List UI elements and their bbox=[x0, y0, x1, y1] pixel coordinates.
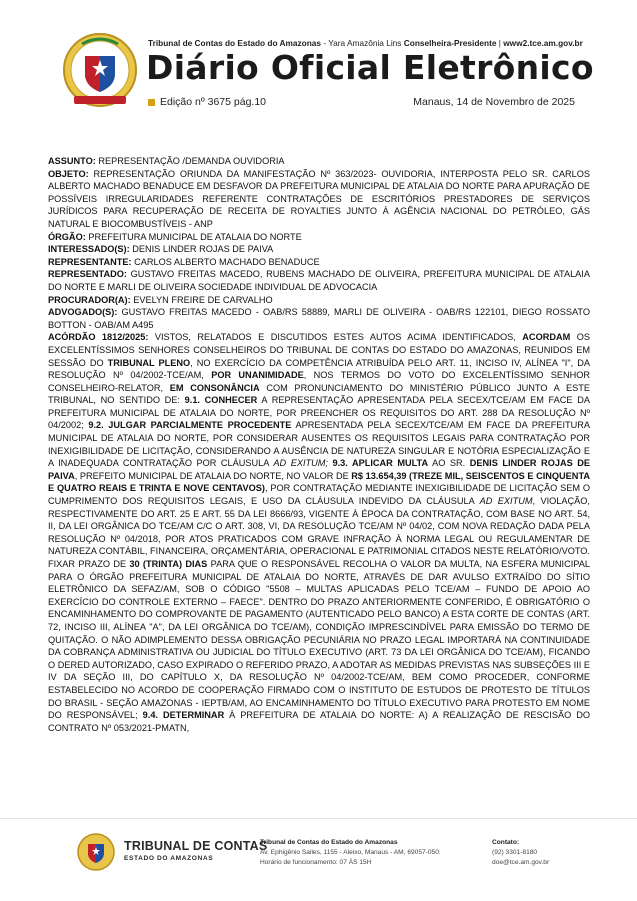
footer-brand bbox=[124, 839, 267, 862]
page-title: Diário Oficial Eletrônico bbox=[146, 48, 594, 87]
advogados-paragraph: ADVOGADO(S): GUSTAVO FREITAS MACEDO - OAB/RS 58889, MARLI DE OLIVEIRA - OAB/RS 122101, DIEGO ROSSATO BOTTON - OAB/AM A495 bbox=[48, 307, 590, 330]
footer-address: Av. Ephigênio Salles, 1155 - Aleixo, Manaus - AM, 69057-050. bbox=[260, 849, 441, 856]
orgao-line: ÓRGÃO: PREFEITURA MUNICIPAL DE ATALAIA DO NORTE bbox=[48, 231, 302, 242]
acordao-paragraph: ACÓRDÃO 1812/2025: VISTOS, RELATADOS E DISCUTIDOS ESTES AUTOS ACIMA IDENTIFICADOS, ACORDAM OS EXCELENTÍSSIMOS SENHORES CONSELHEIROS DO TRIBUNAL DE CONTAS DO ESTADO DO AMAZONAS, REUNIDOS EM SESSÃO DO TRIBUNAL PLENO, NO EXERCÍCIO DA COMPETÊNCIA ATRIBUÍDA PELO ART. 11, INCISO IV, ALÍNEA "I", DA RESOLUÇÃO Nº 04/2002-TCE/AM, POR UNANIMIDADE, NOS TERMOS DO VOTO DO EXCELENTÍSSIMO SENHOR CONSELHEIRO-RELATOR, EM CONSONÂNCIA COM PRONUNCIAMENTO DO MINISTÉRIO PÚBLICO JUNTO A ESTE TRIBUNAL, NO SENTIDO DE: 9.1. CONHECER A REPRESENTAÇÃO APRESENTADA PELA SECEX/TCE/AM EM FACE DA PREFEITURA MUNICIPAL DE ATALAIA DO NORTE, POR PREENCHER OS REQUISITOS DO ART. 288 DA RESOLUÇÃO Nº 04/2002; 9.2. JULGAR PARCIALMENTE PROCEDENTE APRESENTADA PELA SECEX/TCE/AM EM FACE DA PREFEITURA MUNICIPAL DE ATALAIA DO NORTE, POR CONSIDERAR AUSENTES OS REQUISITOS LEGAIS PARA CONTRATAÇÃO POR INEXIGIBILIDADE DE LICITAÇÃO, CONSIDERANDO A AUSÊNCIA DE NATUREZA SINGULAR E NOTÓRIA ESPECIALIZAÇÃO E A INADEQUADA CONTRATAÇÃO POR CLÁUSULA AD EXITUM; 9.3. APLICAR MULTA AO SR. DENIS LINDER ROJAS DE PAIVA, PREFEITO MUNICIPAL DE ATALAIA DO NORTE, NO VALOR DE R$ 13.654,39 (TREZE MIL, SEISCENTOS E CINQUENTA E QUATRO REAIS E TRINTA E NOVE CENTAVOS), POR CONTRATAÇÃO MEDIANTE INEXIGIBILIDADE DE LICITAÇÃO SEM O CUMPRIMENTO DOS REQUISITOS LEGAIS, E USO DA CLÁUSULA INDEVIDO DA CLÁUSULA AD EXITUM, VIOLAÇÃO, RESPECTIVAMENTE DO ART. 25 E ART. 55 DA LEI 8666/93, VIGENTE À ÉPOCA DA CONTRATAÇÃO, COM BASE NO ART. 54, II, DA LEI ORGÂNICA DO TCE/AM C/C O ART. 308, VI, DA RESOLUÇÃO TCE/AM Nº 04/02, COM NOVA REDAÇÃO DADA PELA RESOLUÇÃO Nº 04/2018, POR ATOS PRATICADOS COM GRAVE INFRAÇÃO À NORMA LEGAL OU REGULAMENTAR DE NATUREZA CONTÁBIL, FINANCEIRA, ORÇAMENTÁRIA, OPERACIONAL E PATRIMONIAL CITADOS NESTE RELATÓRIO/VOTO. FIXAR PRAZO DE 30 (TRINTA) DIAS PARA QUE O RESPONSÁVEL RECOLHA O VALOR DA MULTA, NA ESFERA MUNICIPAL PARA O ÓRGÃO PREFEITURA MUNICIPAL DE ATALAIA DO NORTE, ATRAVÉS DE DAR AVULSO EXTRAÍDO DO SÍTIO ELETRÔNICO DA SEFAZ/AM, SOB O CÓDIGO "5508 – MULTAS APLICADAS PELO TCE/AM – FUNDO DE APOIO AO EXERCÍCIO DO CONTROLE EXTERNO – FAECE". DENTRO DO PRAZO ANTERIORMENTE CONFERIDO, É OBRIGATÓRIO O ENCAMINHAMENTO DO COMPROVANTE DE PAGAMENTO (AUTENTICADO PELO BANCO) A ESTA CORTE DE CONTAS (ART. 72, INCISO III, ALÍNEA "A", DA LEI ORGÂNICA DO TCE/AM), CONDIÇÃO IMPRESCINDÍVEL PARA EMISSÃO DO TERMO DE QUITAÇÃO. O NÃO ADIMPLEMENTO DESSA OBRIGAÇÃO PECUNIÁRIA NO PRAZO LEGAL IMPORTARÁ NA CONTINUIDADE DA COBRANÇA ADMINISTRATIVA OU JUDICIAL DO TÍTULO EXECUTIVO (ART. 73 DA LEI ORGÂNICA DO TCE/AM), FICANDO O DERED AUTORIZADO, CASO EXPIRADO O REFERIDO PRAZO, A ADOTAR AS MEDIDAS PREVISTAS NAS SUBSEÇÕES III E IV DA SEÇÃO III, DO CAPÍTULO X, DA RESOLUÇÃO Nº 04/2002-TCE/AM, BEM COMO PROCEDER, CONFORME ESTABELECIDO NO ACORDO DE COOPERAÇÃO FIRMADO COM O INSTITUTO DE ESTUDOS DE PROTESTO DE TÍTULOS DO BRASIL - SEÇÃO AMAZONAS - IEPTB/AM, AO ENCAMINHAMENTO DO TÍTULO EXECUTIVO PARA PROTESTO EM NOME DO RESPONSÁVEL; 9.4. DETERMINAR À PREFEITURA DE ATALAIA DO NORTE: A) A REALIZAÇÃO DE RESCISÃO DO CONTRATO Nº 053/2021-PMATN, bbox=[48, 332, 591, 733]
edition-label: Edição nº 3675 pág.10 bbox=[148, 96, 266, 108]
header-topline: Tribunal de Contas do Estado do Amazonas - Yara Amazônia Lins Conselheira-Presidente | www2.tce.am.gov.br bbox=[148, 38, 583, 48]
footer-info bbox=[260, 838, 441, 868]
procurador-line: PROCURADOR(A): EVELYN FREIRE DE CARVALHO bbox=[48, 294, 273, 305]
interessados-line: INTERESSADO(S): DENIS LINDER ROJAS DE PAIVA bbox=[48, 244, 274, 255]
representante-line: REPRESENTANTE: CARLOS ALBERTO MACHADO BENADUCE bbox=[48, 256, 320, 267]
page-header bbox=[0, 0, 637, 120]
footer-contact-title: Contato: bbox=[492, 839, 520, 846]
objeto-paragraph: OBJETO: REPRESENTAÇÃO ORIUNDA DA MANIFESTAÇÃO Nº 363/2023- OUVIDORIA, INTERPOSTA PELO SR. CARLOS ALBERTO MACHADO BENADUCE EM DESFAVOR DA PREFEITURA MUNICIPAL DE ATALAIA DO NORTE PARA APURAÇÃO DE POSSÍVEIS IRREGULARIDADES REFERENTE CONTRATAÇÕES DE ESCRITÓRIOS PRESTADORES DE SERVIÇOS JURÍDICOS PARA RECUPERAÇÃO DE RECEITA DE ROYALTIES JUNTO À AGÊNCIA NACIONAL DO PETRÓLEO, GÁS NATURAL E BIOCOMBUSTÍVEIS - ANP bbox=[48, 168, 590, 229]
square-bullet-icon bbox=[148, 99, 155, 106]
footer-info-title: Tribunal de Contas do Estado do Amazonas bbox=[260, 839, 398, 846]
tce-crest-logo bbox=[58, 30, 142, 108]
page-footer bbox=[0, 818, 637, 901]
assunto-line: ASSUNTO: REPRESENTAÇÃO /DEMANDA OUVIDORIA bbox=[48, 156, 285, 166]
representado-paragraph: REPRESENTADO: GUSTAVO FREITAS MACEDO, RUBENS MACHADO DE OLIVEIRA, PREFEITURA MUNICIPAL DE ATALAIA DO NORTE E MARLI DE OLIVEIRA SOCIEDADE INDIVIDUAL DE ADVOCACIA bbox=[48, 269, 590, 292]
place-date: Manaus, 14 de Novembro de 2025 bbox=[413, 96, 575, 108]
footer-phone: (92) 3301-8180 bbox=[492, 849, 538, 856]
footer-contact bbox=[492, 838, 549, 868]
document-body bbox=[48, 155, 590, 734]
footer-brand-line2: ESTADO DO AMAZONAS bbox=[124, 855, 214, 862]
footer-crest-logo bbox=[76, 832, 116, 872]
footer-hours: Horário de funcionamento: 07 ÀS 15H bbox=[260, 859, 372, 866]
footer-brand-line1: TRIBUNAL DE CONTAS bbox=[124, 839, 268, 853]
footer-email[interactable]: doe@tce.am.gov.br bbox=[492, 859, 550, 866]
